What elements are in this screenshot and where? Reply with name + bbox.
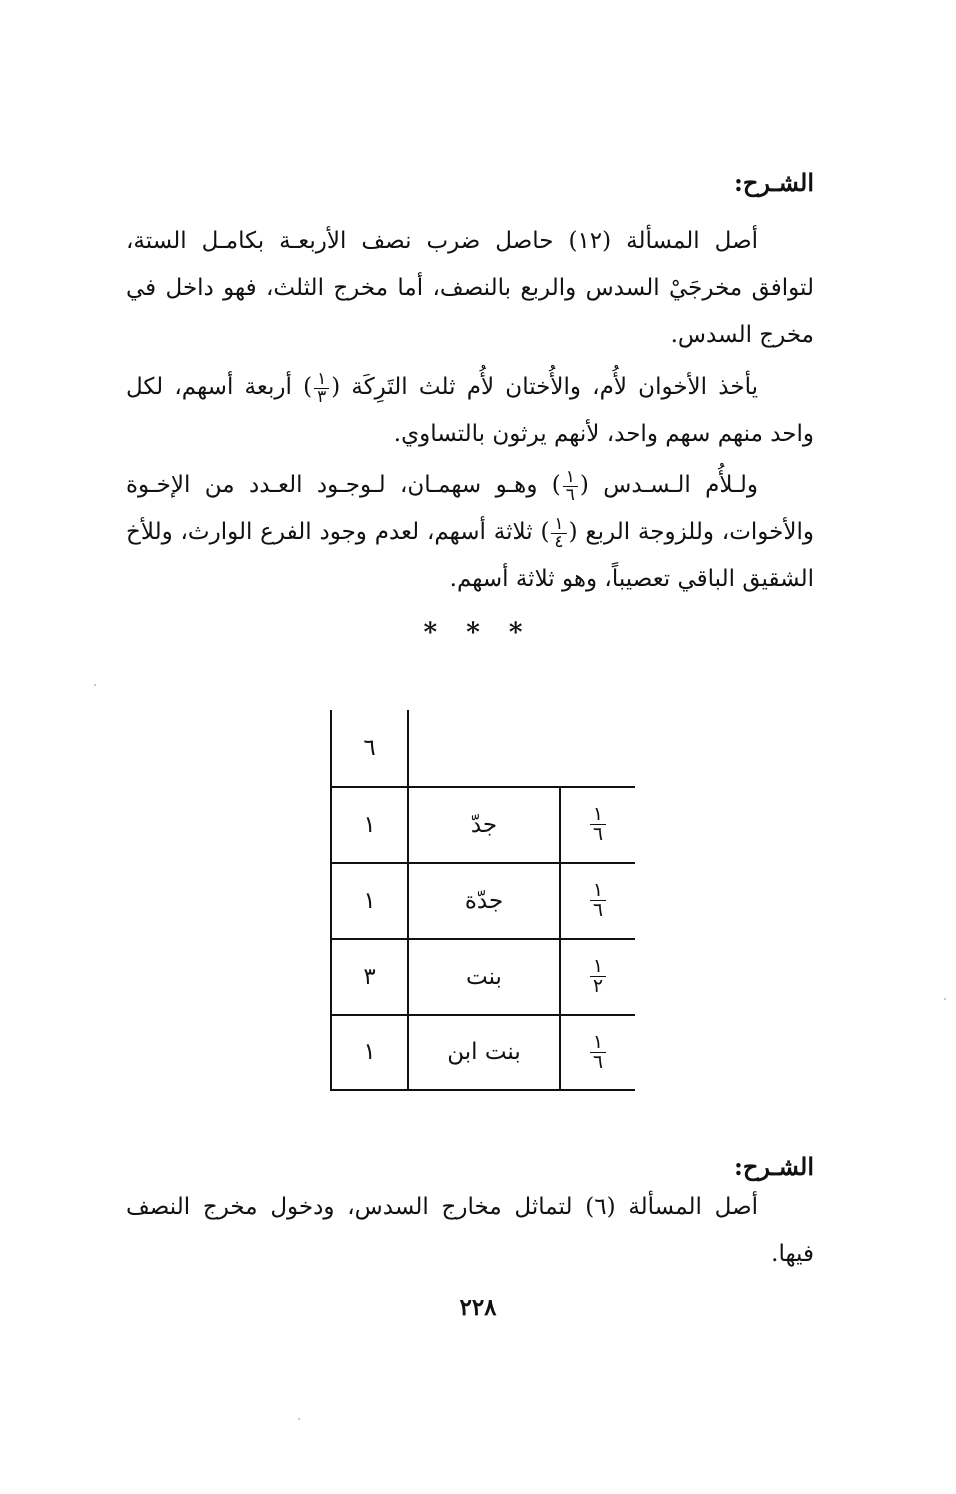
paragraph-3-text-b: ) وهـو سهمـان، لـوجـود العـدد من الإخـوة والأخوات، وللزوجة الربع ( [126, 472, 814, 545]
table-heir-cell: جدّة [464, 887, 504, 914]
paragraph-4-text: أصل المسألة (٦) لتماثل مخارج السدس، ودخول مخرج النصف فيها. [126, 1194, 814, 1267]
table-portion-cell: ٣ [363, 963, 376, 990]
paragraph-2-text-a: يأخذ الأخوان لأُم، والأُختان لأُم ثلث التَرِكَة ( [331, 374, 758, 400]
fraction-numerator: ١ [592, 1030, 604, 1053]
table-heir-cell: بنت ابن [447, 1039, 521, 1065]
share-fraction [590, 957, 606, 996]
fraction-denominator: ٦ [563, 486, 578, 504]
fraction-numerator: ١ [592, 879, 604, 901]
fraction-numerator: ١ [565, 466, 575, 487]
table-portion-cell: ١ [363, 1039, 376, 1065]
fraction-denominator: ٦ [590, 824, 606, 844]
explanation-paragraph-3 [126, 462, 814, 603]
fraction-denominator: ٤ [551, 533, 566, 551]
table-base-cell: ٦ [363, 735, 376, 761]
explanation-paragraph-2 [126, 364, 814, 458]
explanation-heading: الشـرح: [733, 168, 814, 197]
paragraph-3-text-c: ) ثلاثة أسهم، لعدم وجود الفرع الوارث، وللأخ الشقيق الباقي تعصيباً، وهو ثلاثة أسهم. [126, 519, 814, 592]
table-bottom-border [330, 1089, 635, 1091]
inheritance-table [330, 710, 635, 1091]
scan-speck [298, 1418, 300, 1420]
table-share-cell [561, 1015, 635, 1089]
fraction-quarter [551, 513, 566, 552]
table-heir-cell: بنت [466, 963, 502, 990]
explanation-heading-2: الشـرح: [733, 1152, 814, 1181]
fraction-denominator: ٢ [590, 976, 606, 996]
table-share-cell [561, 939, 635, 1014]
table-heir-cell: جدّ [470, 811, 498, 838]
fraction-denominator: ٣ [314, 388, 329, 406]
paragraph-3-text-a: ولـلأُم الـسـدس ( [579, 472, 758, 498]
share-fraction [590, 881, 606, 920]
fraction-denominator: ٦ [590, 1052, 606, 1072]
share-fraction [590, 1030, 606, 1073]
fraction-numerator: ١ [317, 368, 327, 389]
share-fraction [590, 805, 606, 844]
table-share-cell [561, 863, 635, 938]
paragraph-2-text-b: ) أربعة أسهم، لكل واحد منهم سهم واحد، لأنهم يرثون بالتساوي. [126, 374, 814, 447]
fraction-numerator: ١ [592, 803, 604, 825]
page-number: ٢٢٨ [459, 1294, 497, 1321]
fraction-denominator: ٦ [590, 900, 606, 920]
fraction-numerator: ١ [592, 955, 604, 977]
section-separator: * * * [423, 618, 533, 648]
scan-speck [944, 998, 946, 1000]
table-portion-cell: ١ [363, 887, 376, 914]
explanation-paragraph-1 [126, 218, 814, 359]
paragraph-1-text: أصل المسألة (١٢) حاصل ضرب نصف الأربعـة بكامـل الستة، لتوافق مخرجَيْ السدس والربع بالنصف، أما مخرج الثلث، فهو داخل في مخرج السدس. [126, 228, 814, 348]
explanation-paragraph-4 [126, 1184, 814, 1278]
fraction-sixth [563, 466, 578, 505]
scan-speck [94, 684, 96, 686]
fraction-numerator: ١ [554, 513, 564, 534]
table-share-cell [561, 787, 635, 862]
table-portion-cell: ١ [363, 811, 376, 838]
fraction-third [314, 368, 329, 407]
